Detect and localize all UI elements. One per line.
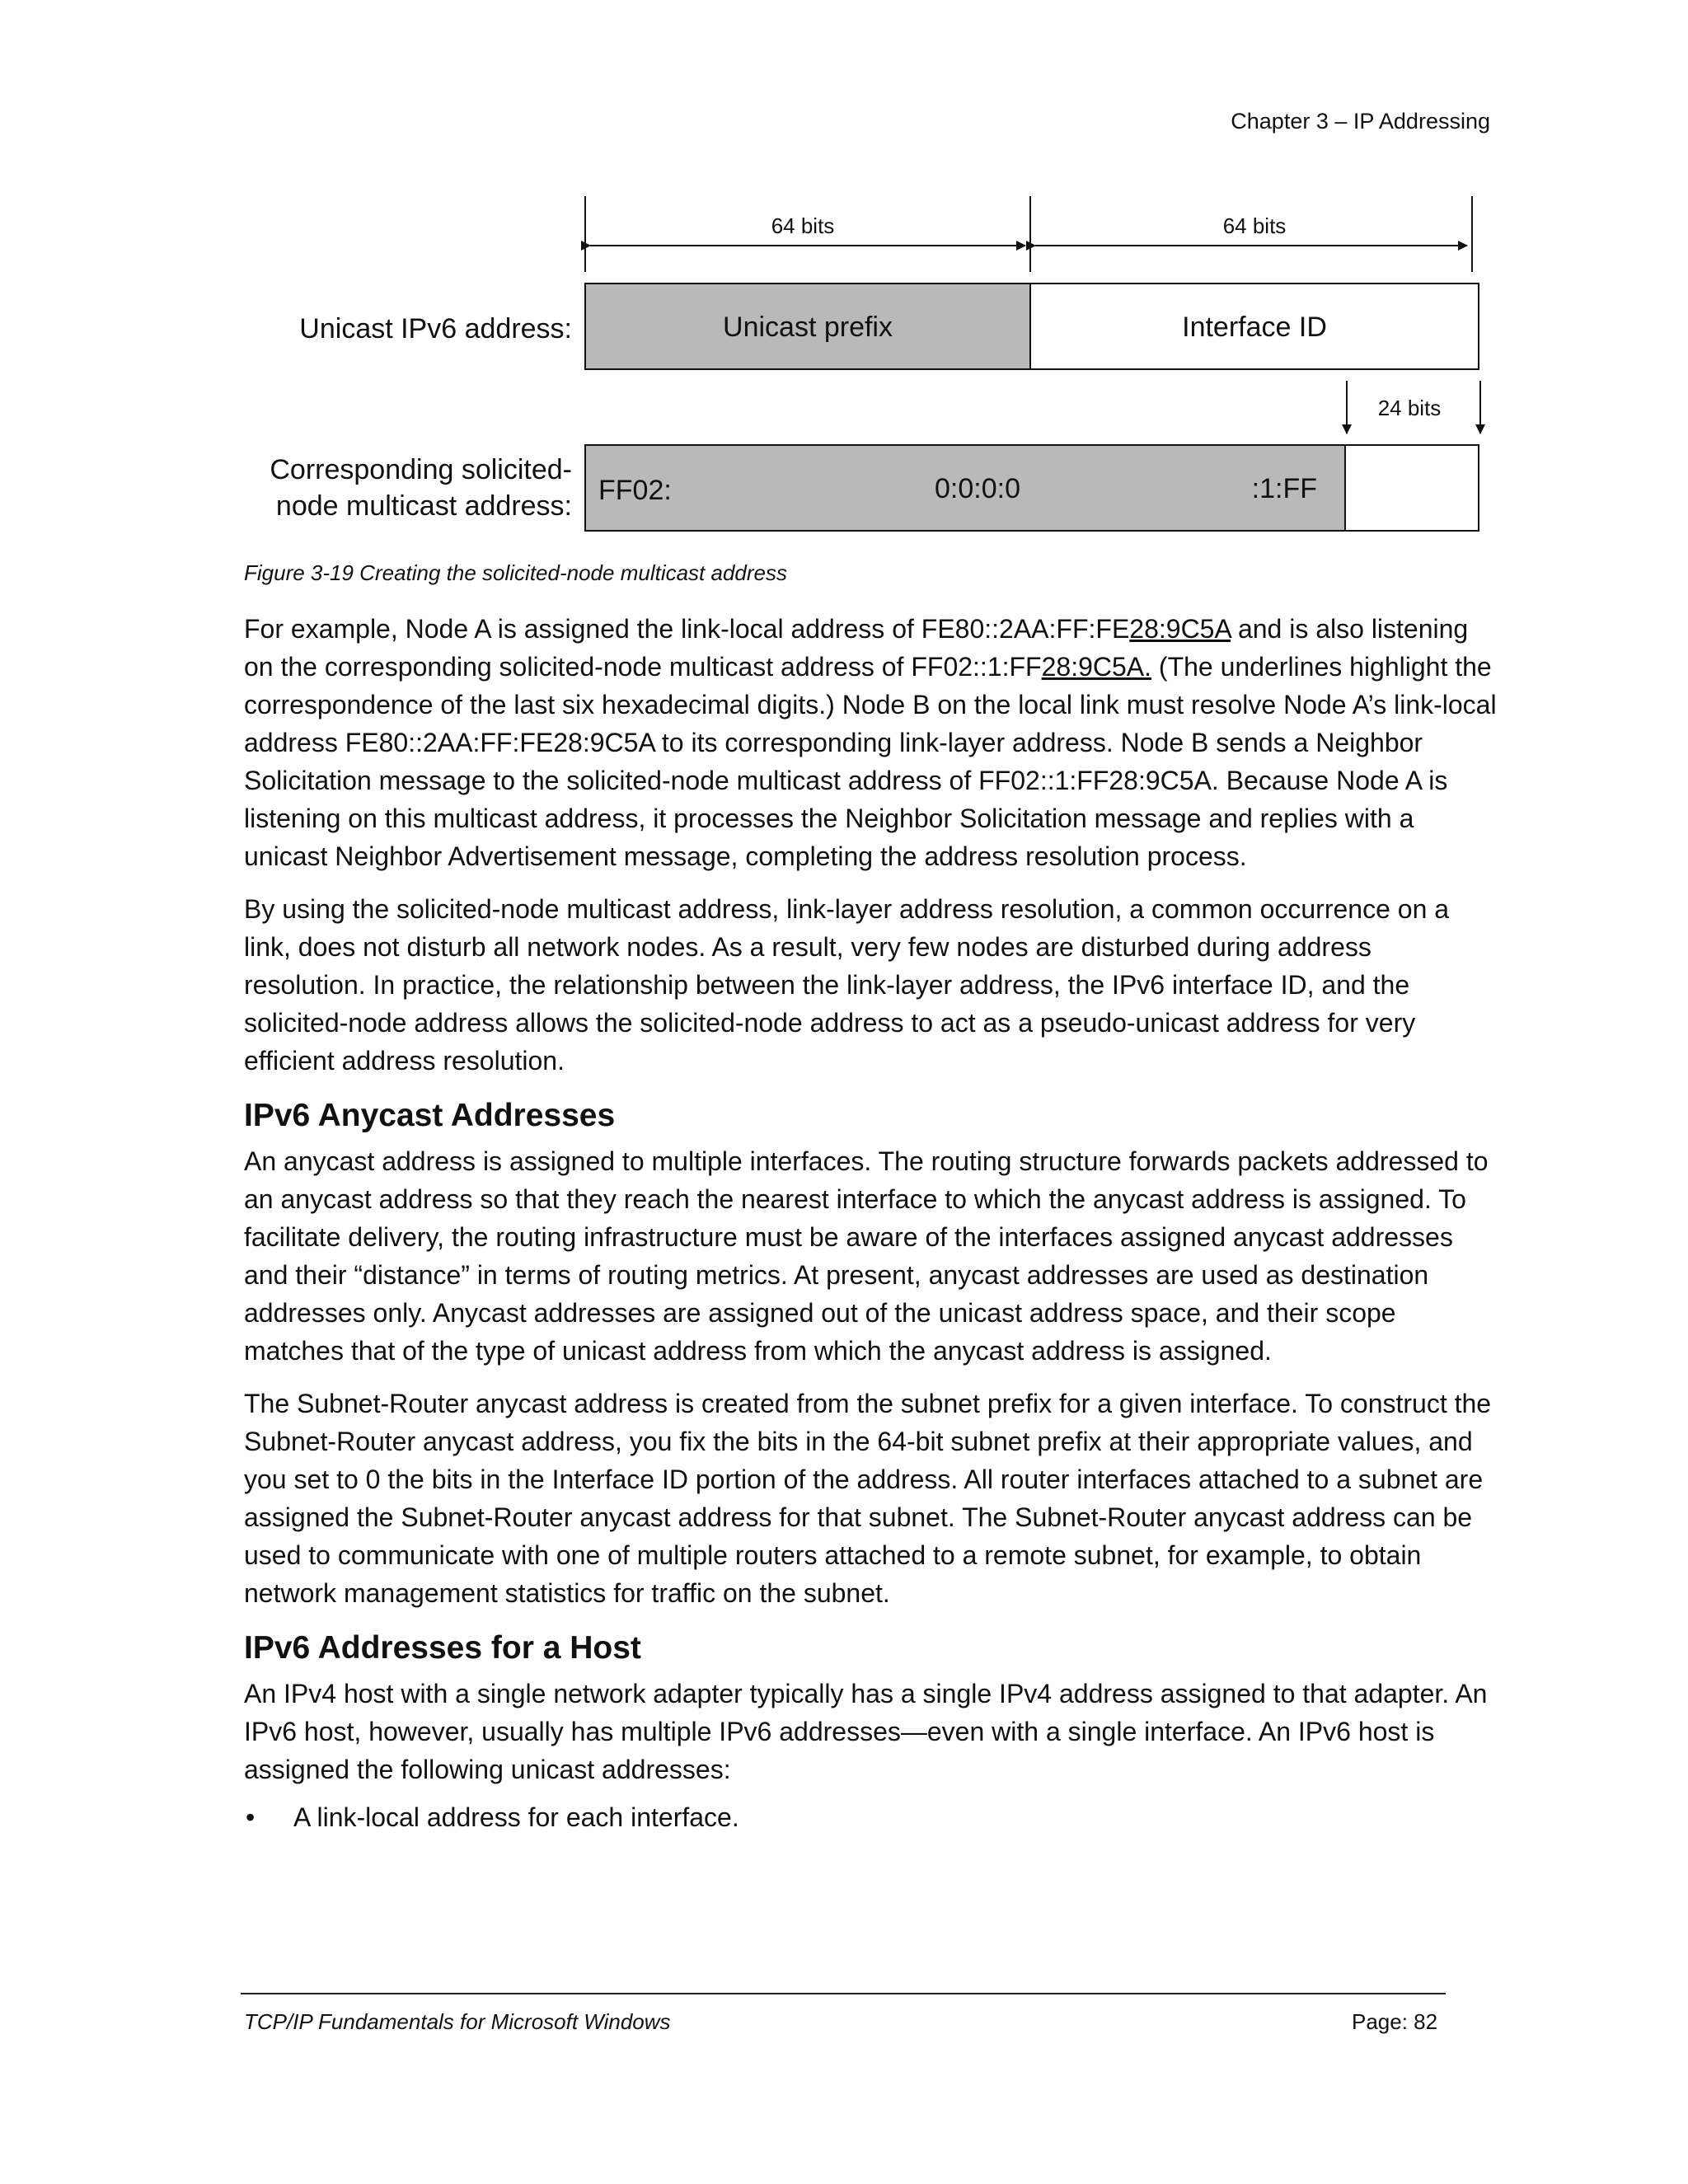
footer-title: TCP/IP Fundamentals for Microsoft Windows xyxy=(244,2009,671,2034)
running-header: Chapter 3 – IP Addressing xyxy=(1231,109,1490,134)
paragraph-anycast-2: The Subnet-Router anycast address is created from the subnet prefix for a given interface. To construct the Subnet-Router anycast address, you fix the bits in the 64-bit subnet prefix at their appropriate values, and you set to 0 the bits in the Interface ID portion of the address. All router interfaces attached to a subnet are assigned the Subnet-Router anycast address for that subnet. The Subnet-Router anycast address can be used to communicate with one of multiple routers attached to a remote subnet, for example, to obtain network management statistics for traffic on the subnet. xyxy=(244,1389,1492,1608)
figure-caption: Figure 3-19 Creating the solicited-node multicast address xyxy=(244,560,788,585)
paragraph-host-addresses: An IPv4 host with a single network adapter typically has a single IPv4 address assigned to that adapter. An IPv6 host, however, usually has multiple IPv6 addresses—even with a single interface. An IPv6 host is assigned the following unicast addresses: xyxy=(244,1679,1488,1784)
left-width-label: 64 bits xyxy=(771,213,835,238)
bullet-list xyxy=(244,1798,1497,1836)
address-diagram xyxy=(0,0,1688,560)
footer-divider xyxy=(241,1993,1446,1994)
multicast-part-zeros: 0:0:0:0 xyxy=(935,473,1020,504)
paragraph-solicited-node: By using the solicited-node multicast address, link-layer address resolution, a common occurrence on a link, does not disturb all network nodes. As a result, very few nodes are disturbed during address resolution. In practice, the relationship between the link-layer address, the IPv6 interface ID, and the solicited-node address allows the solicited-node address to act as a pseudo-unicast address for very efficient address resolution. xyxy=(244,894,1450,1076)
paragraph-example xyxy=(244,610,1497,875)
unicast-prefix-label: Unicast prefix xyxy=(723,312,893,343)
text-run: For example, Node A is assigned the link-local address of FE80::2AA:FF:FE xyxy=(244,614,1130,644)
paragraph-anycast-1: An anycast address is assigned to multiple interfaces. The routing structure forwards packets addressed to an anycast address so that they reach the nearest interface to which the anycast address is assigned. To facilitate delivery, the routing infrastructure must be aware of the interfaces assigned anycast addresses and their “distance” in terms of routing metrics. At present, anycast addresses are used as destination addresses only. Anycast addresses are assigned out of the unicast address space, and their scope matches that of the type of unicast address from which the anycast address is assigned. xyxy=(244,1146,1489,1366)
heading-host-addresses: IPv6 Addresses for a Host xyxy=(244,1630,641,1666)
unicast-row-label: Unicast IPv6 address: xyxy=(299,313,572,344)
low-width-label: 24 bits xyxy=(1377,396,1442,420)
solicited-node-figure xyxy=(0,0,1688,560)
multicast-part-ff02: FF02: xyxy=(598,475,672,506)
multicast-low-24-box xyxy=(1345,445,1479,531)
text-run: (The underlines highlight the correspondence of the last six hexadecimal digits.) Node B on the local link must resolve Node A’s link-local address FE80::2AA:FF:FE28:9C5A to its corresponding link-layer address. Node B sends a Neighbor Solicitation message to the solicited-node multicast address of FF02::1:FF28:9C5A. Because Node A is listening on this multicast address, it processes the Neighbor Solicitation message and replies with a unicast Neighbor Advertisement message, completing the address resolution process. xyxy=(244,652,1497,871)
text-run: and is also listening on the corresponding solicited-node multicast address of FF02::1:FF xyxy=(244,614,1469,682)
underlined-digits: 28:9C5A. xyxy=(1041,652,1152,682)
right-width-label: 64 bits xyxy=(1222,213,1287,238)
interface-id-label: Interface ID xyxy=(1182,312,1327,343)
page-number: Page: 82 xyxy=(1352,2009,1438,2034)
heading-anycast: IPv6 Anycast Addresses xyxy=(244,1098,616,1133)
multicast-row-label-line1: Corresponding solicited- xyxy=(270,454,572,485)
multicast-part-1ff: :1:FF xyxy=(1251,473,1317,504)
multicast-row-label-line2: node multicast address: xyxy=(275,490,572,522)
list-item: • A link-local address for each interface. xyxy=(244,1798,1497,1836)
underlined-digits: 28:9C5A xyxy=(1129,614,1231,644)
page-body xyxy=(244,610,1497,1836)
